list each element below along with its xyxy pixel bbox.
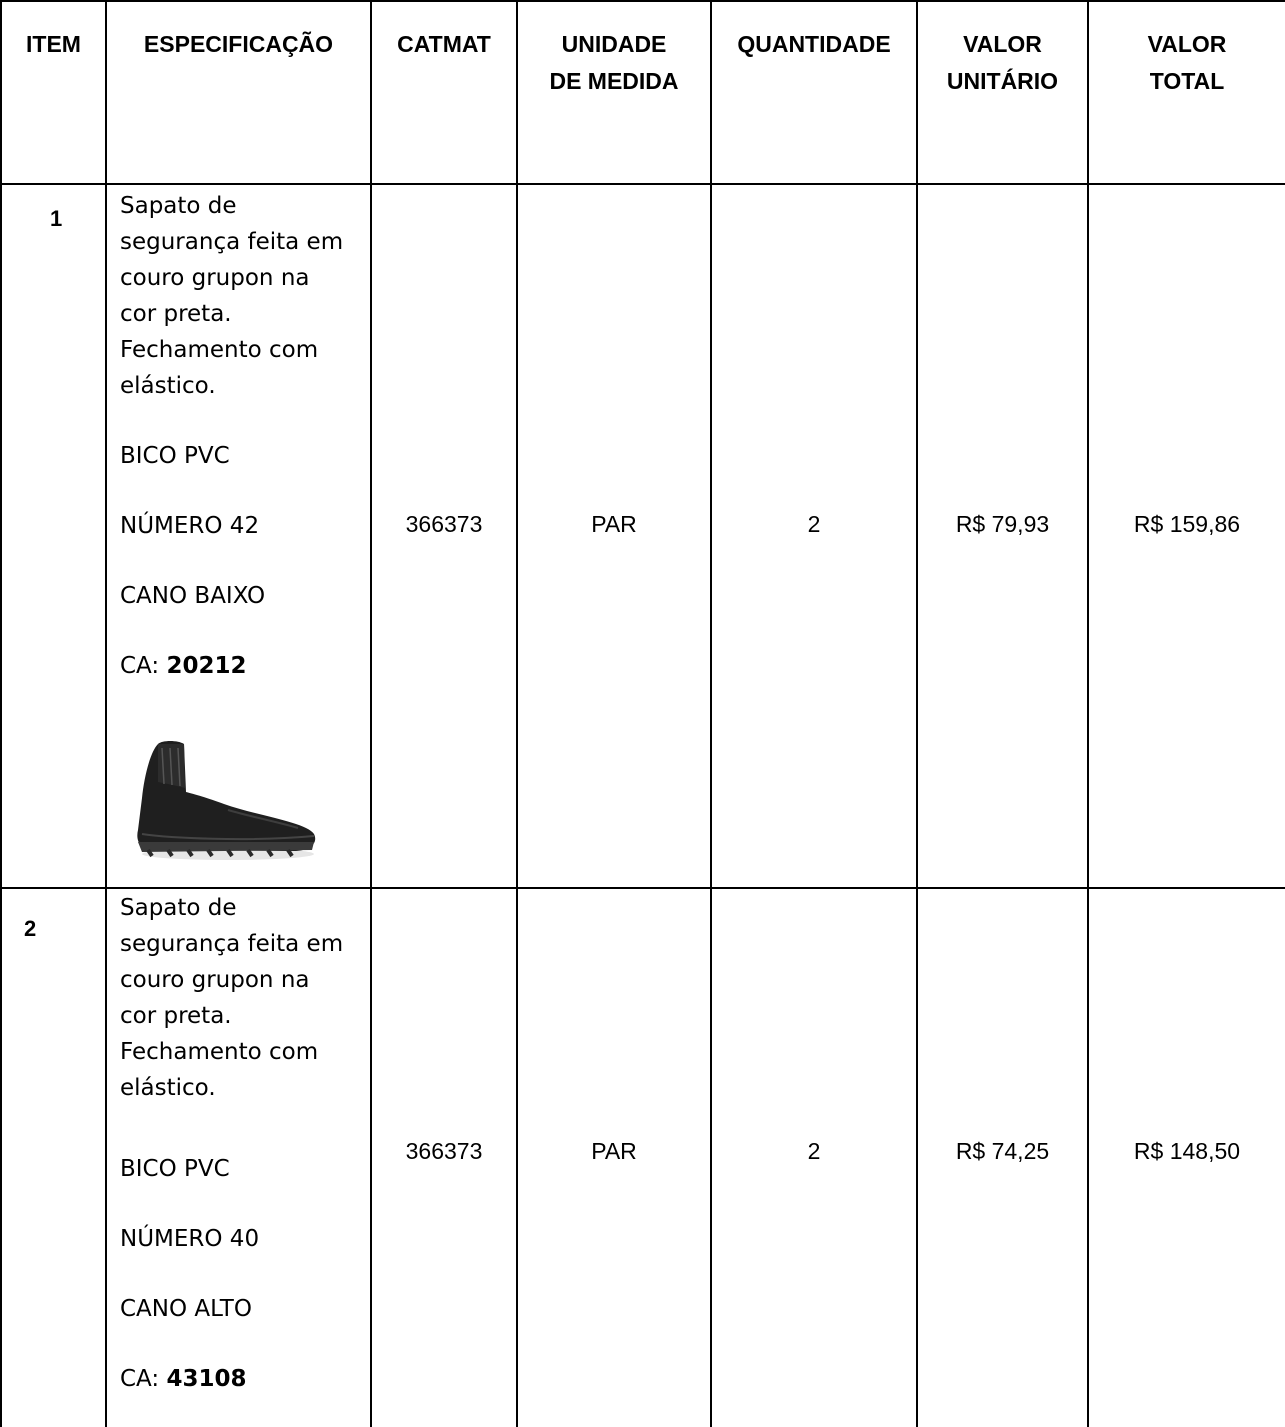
row-2-ca-label: CA: <box>120 1366 167 1392</box>
row-2-cano: CANO ALTO <box>120 1296 252 1322</box>
header-valor-unitario: VALOR UNITÁRIO <box>946 31 1059 94</box>
grid-line <box>916 0 918 1427</box>
boot-image <box>128 738 318 862</box>
row-2-ca <box>120 1361 360 1397</box>
row-1-specification <box>120 188 360 684</box>
row-1-numero: NÚMERO 42 <box>120 513 260 539</box>
row-2-valor-total: R$ 148,50 <box>1133 1138 1241 1164</box>
row-1-description: Sapato de segurança feita em couro grupon na cor preta. Fechamento com elástico. <box>120 193 344 399</box>
row-1-valor-total: R$ 159,86 <box>1133 511 1241 537</box>
row-2-specification <box>120 890 360 1397</box>
header-valor-total: VALOR TOTAL <box>1147 31 1227 94</box>
header-item: ITEM <box>26 31 81 57</box>
row-2-catmat: 366373 <box>405 1138 483 1164</box>
row-1-catmat: 366373 <box>405 511 483 537</box>
row-1-ca-label: CA: <box>120 653 167 679</box>
grid-line <box>0 887 1285 889</box>
grid-line <box>105 0 107 1427</box>
row-1-bico: BICO PVC <box>120 443 230 469</box>
row-2-quantidade: 2 <box>807 1138 821 1164</box>
header-quantidade: QUANTIDADE <box>737 31 891 57</box>
row-1-ca-value: 20212 <box>166 653 247 679</box>
grid-line <box>516 0 518 1427</box>
row-1-quantidade: 2 <box>807 511 821 537</box>
row-1-cano: CANO BAIXO <box>120 583 266 609</box>
grid-line <box>0 0 1285 2</box>
row-1-unidade: PAR <box>591 511 637 537</box>
grid-line <box>0 0 2 1427</box>
row-2-numero: NÚMERO 40 <box>120 1226 260 1252</box>
row-2-unidade: PAR <box>591 1138 637 1164</box>
row-2-bico: BICO PVC <box>120 1156 230 1182</box>
header-catmat: CATMAT <box>397 31 491 57</box>
row-1-item-number: 1 <box>50 206 63 231</box>
row-2-valor-unitario: R$ 74,25 <box>955 1138 1050 1164</box>
header-especificacao: ESPECIFICAÇÃO <box>143 31 334 57</box>
grid-line <box>370 0 372 1427</box>
header-unidade: UNIDADE DE MEDIDA <box>549 31 679 94</box>
grid-line <box>0 183 1285 185</box>
row-1-ca <box>120 648 360 684</box>
row-2-item-number: 2 <box>24 916 37 941</box>
grid-line <box>710 0 712 1427</box>
row-2-ca-value: 43108 <box>166 1366 247 1392</box>
row-2-description: Sapato de segurança feita em couro grupon na cor preta. Fechamento com elástico. <box>120 895 344 1101</box>
grid-line <box>1087 0 1089 1427</box>
row-1-valor-unitario: R$ 79,93 <box>955 511 1050 537</box>
